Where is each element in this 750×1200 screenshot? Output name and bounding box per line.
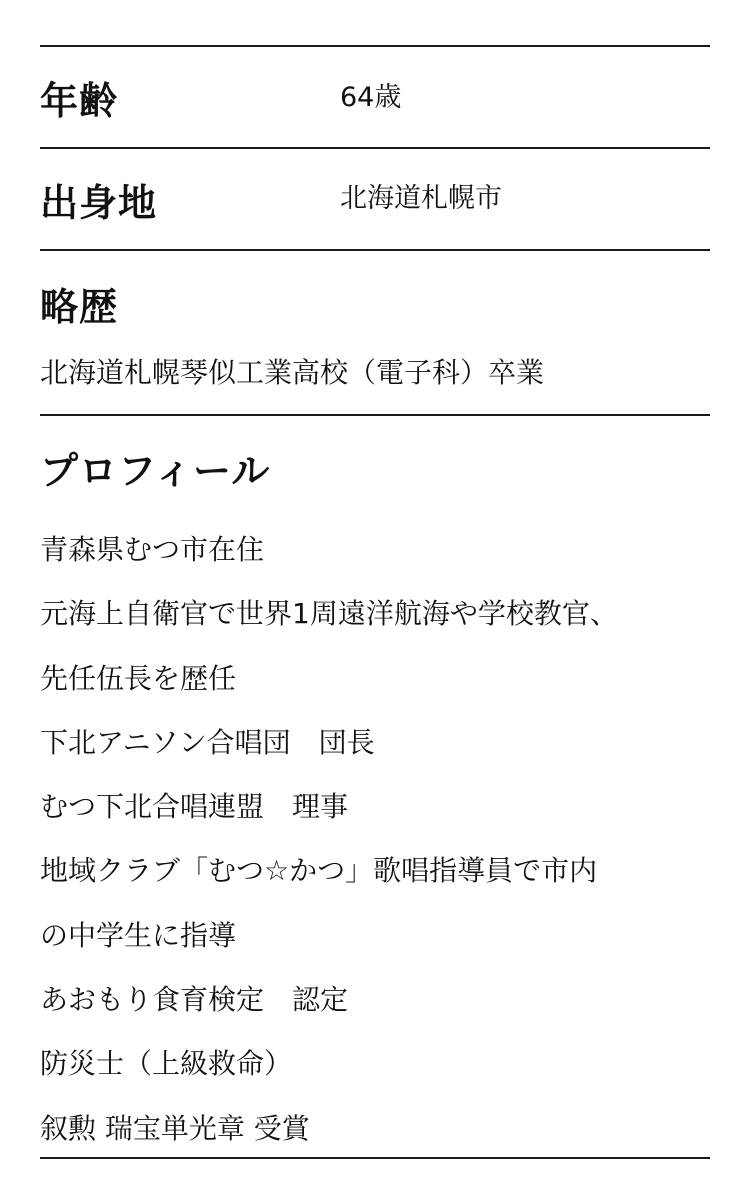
age-label: 年齢 bbox=[40, 79, 119, 123]
profile-line: 防災士（上級救命） bbox=[40, 1047, 293, 1081]
profile-line: あおもり食育検定 認定 bbox=[40, 983, 349, 1017]
profile-line: 青森県むつ市在住 bbox=[40, 533, 265, 566]
profile-line: 元海上自衛官で世界1周遠洋航海や学校教官、 bbox=[40, 597, 618, 631]
divider-career bbox=[40, 414, 710, 416]
divider-birthplace bbox=[40, 249, 710, 251]
career-heading: 略歴 bbox=[40, 285, 119, 329]
age-value: 64歳 bbox=[340, 82, 402, 113]
divider-age bbox=[40, 147, 710, 149]
profile-line: 下北アニソン合唱団 団長 bbox=[40, 725, 375, 759]
profile-line: 地域クラブ「むつ☆かつ」歌唱指導員で市内 bbox=[40, 854, 598, 888]
divider-top bbox=[40, 45, 710, 47]
profile-line: の中学生に指導 bbox=[40, 918, 237, 952]
career-text: 北海道札幌琴似工業高校（電子科）卒業 bbox=[40, 356, 545, 389]
profile-list bbox=[40, 518, 618, 1161]
divider-bottom bbox=[40, 1157, 710, 1159]
birthplace-value: 北海道札幌市 bbox=[340, 183, 502, 214]
profile-line: むつ下北合唱連盟 理事 bbox=[40, 790, 349, 824]
birthplace-label: 出身地 bbox=[40, 181, 158, 225]
profile-heading: プロフィール bbox=[40, 449, 271, 493]
profile-line: 叙勲 瑞宝単光章 受賞 bbox=[40, 1111, 310, 1145]
profile-line: 先任伍長を歴任 bbox=[40, 661, 237, 695]
